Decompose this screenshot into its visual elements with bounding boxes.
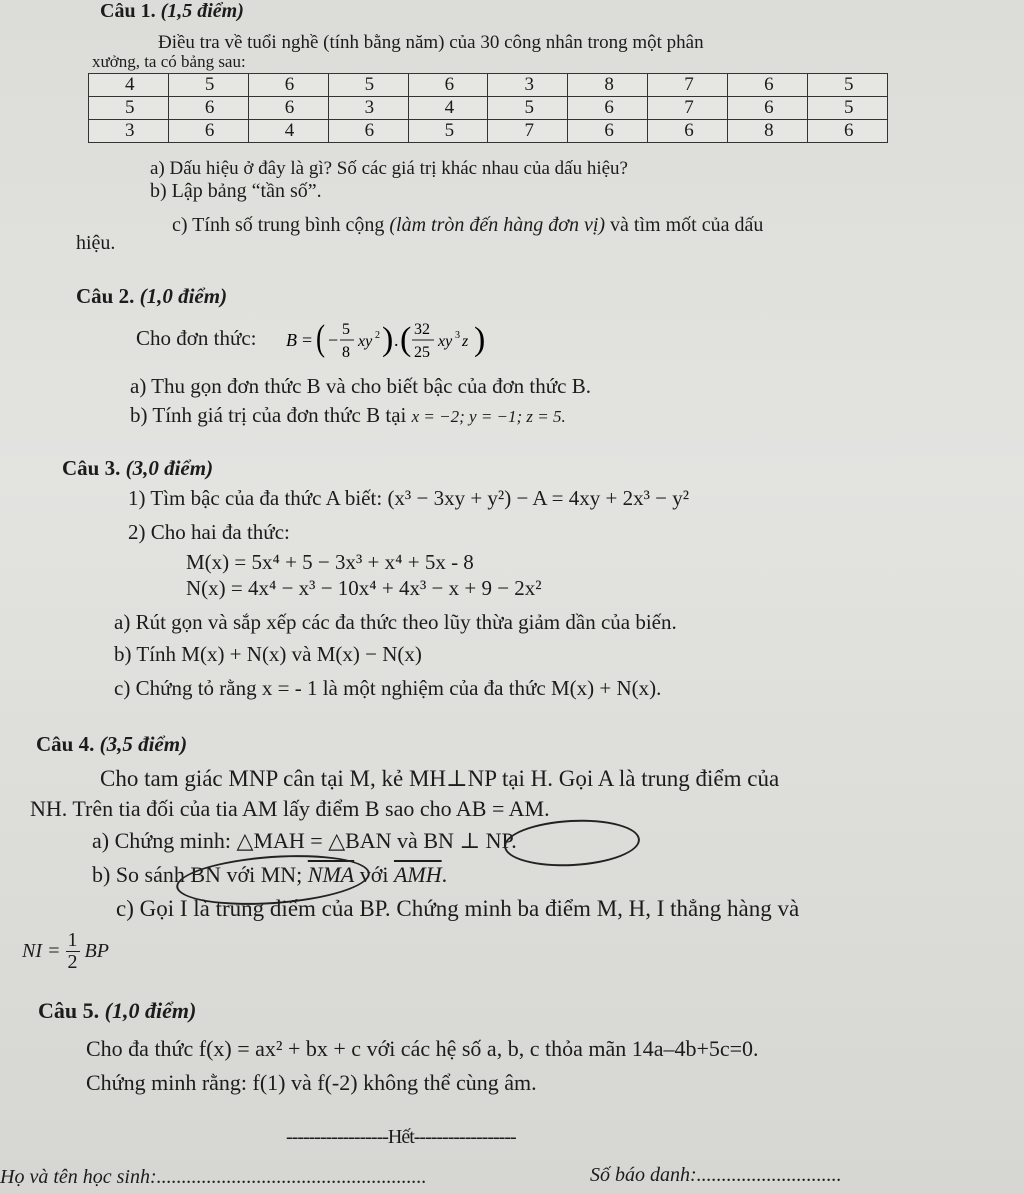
table-row bbox=[89, 97, 888, 120]
cau1-c-italic: (làm tròn đến hàng đơn vị) bbox=[389, 214, 606, 236]
svg-text:B: B bbox=[286, 330, 297, 350]
cau2-intro: Cho đơn thức: bbox=[136, 326, 257, 350]
table-cell: 5 bbox=[89, 97, 169, 120]
student-name-line: Họ và tên học sinh:...................................................... bbox=[0, 1166, 427, 1188]
cau1-score: (1,5 điểm) bbox=[160, 0, 244, 22]
polynomial-N: N(x) = 4x⁴ − x³ − 10x⁴ + 4x³ − x + 9 − 2x² bbox=[186, 576, 542, 600]
cau4-c-rhs: BP bbox=[84, 940, 109, 962]
cau1-part-b: b) Lập bảng “tần số”. bbox=[150, 180, 322, 202]
cau4-b-text: b) So sánh BN với MN; bbox=[92, 862, 303, 887]
svg-text:xy: xy bbox=[438, 333, 453, 350]
cau1-part-a: a) Dấu hiệu ở đây là gì? Số các giá trị khác nhau của dấu hiệu? bbox=[150, 158, 628, 179]
cau4-part-a: a) Chứng minh: △MAH = △BAN và BN ⊥ NP. bbox=[92, 828, 517, 853]
monomial-B-formula bbox=[286, 314, 516, 366]
table-cell: 7 bbox=[648, 74, 728, 97]
cau4-c-lhs: NI = bbox=[22, 940, 61, 962]
cau2-title: Câu 2. bbox=[76, 284, 135, 308]
svg-text:(: ( bbox=[316, 317, 326, 360]
cau4-heading bbox=[36, 732, 187, 756]
cau4-line1: Cho tam giác MNP cân tại M, kẻ MH⊥NP tại H. Gọi A là trung điểm của bbox=[100, 766, 780, 791]
table-cell: 5 bbox=[808, 97, 888, 120]
cau1-c-text1: c) Tính số trung bình cộng bbox=[172, 214, 385, 236]
table-cell: 4 bbox=[408, 97, 488, 120]
cau3-part-a: a) Rút gọn và sắp xếp các đa thức theo lũy thừa giảm dần của biến. bbox=[114, 610, 677, 634]
cau4-part-c: c) Gọi I là trung điểm của BP. Chứng minh ba điểm M, H, I thẳng hàng và bbox=[116, 896, 800, 921]
end-marker: ------------------Hết------------------ bbox=[286, 1126, 516, 1148]
svg-text:2: 2 bbox=[375, 330, 380, 341]
table-cell: 5 bbox=[168, 74, 248, 97]
table-cell: 6 bbox=[408, 74, 488, 97]
fraction-numerator: 1 bbox=[67, 929, 78, 951]
table-cell: 3 bbox=[89, 120, 169, 143]
table-cell: 6 bbox=[168, 97, 248, 120]
table-cell: 5 bbox=[408, 120, 488, 143]
cau4-c-formula bbox=[22, 930, 109, 973]
cau5-line1: Cho đa thức f(x) = ax² + bx + c với các hệ số a, b, c thỏa mãn 14a–4b+5c=0. bbox=[86, 1036, 759, 1061]
table-cell: 5 bbox=[808, 74, 888, 97]
table-cell: 6 bbox=[568, 120, 648, 143]
svg-text:3: 3 bbox=[455, 330, 460, 341]
svg-text:=: = bbox=[302, 330, 313, 350]
fraction-denominator: 2 bbox=[67, 951, 78, 973]
table-cell: 6 bbox=[248, 97, 328, 120]
svg-text:5: 5 bbox=[342, 321, 350, 338]
cau2-b-text: b) Tính giá trị của đơn thức B tại bbox=[130, 403, 407, 427]
table-row bbox=[89, 74, 888, 97]
cau2-score: (1,0 điểm) bbox=[139, 284, 228, 308]
table-row bbox=[89, 120, 888, 143]
cau4-score: (3,5 điểm) bbox=[99, 732, 188, 756]
pen-circle-mark bbox=[503, 816, 641, 869]
cau3-score: (3,0 điểm) bbox=[125, 456, 214, 480]
candidate-number-line: Số báo danh:............................. bbox=[590, 1164, 842, 1186]
table-cell: 5 bbox=[328, 74, 408, 97]
cau3-part1 bbox=[128, 486, 689, 510]
cau3-part-b: b) Tính M(x) + N(x) và M(x) − N(x) bbox=[114, 642, 422, 666]
svg-text:25: 25 bbox=[414, 344, 430, 361]
table-cell: 6 bbox=[248, 74, 328, 97]
cau3-p1-formula: (x³ − 3xy + y²) − A = 4xy + 2x³ − y² bbox=[387, 486, 690, 510]
cau3-title: Câu 3. bbox=[62, 456, 121, 480]
age-table bbox=[88, 73, 888, 143]
cau1-c-continued: hiệu. bbox=[76, 232, 116, 254]
cau4-line2: NH. Trên tia đối của tia AM lấy điểm B sao cho AB = AM. bbox=[30, 796, 550, 821]
cau5-score: (1,0 điểm) bbox=[104, 998, 197, 1023]
svg-text:z: z bbox=[462, 333, 469, 350]
cau1-c-text2: và tìm mốt của dấu bbox=[610, 214, 764, 236]
fraction-one-half bbox=[66, 930, 80, 973]
angle-AMH: $\overline{AMH}$ bbox=[393, 862, 442, 887]
table-cell: 8 bbox=[568, 74, 648, 97]
table-cell: 6 bbox=[808, 120, 888, 143]
table-cell: 3 bbox=[328, 97, 408, 120]
cau5-heading bbox=[38, 998, 196, 1023]
table-cell: 5 bbox=[488, 97, 568, 120]
table-cell: 6 bbox=[728, 74, 808, 97]
cau3-p1-text: 1) Tìm bậc của đa thức A biết: bbox=[128, 486, 383, 510]
cau1-heading bbox=[100, 0, 244, 23]
cau4-title: Câu 4. bbox=[36, 732, 95, 756]
svg-text:): ) bbox=[382, 321, 394, 358]
cau1-intro-line1: Điều tra về tuổi nghề (tính bằng năm) của 30 công nhân trong một phân bbox=[158, 32, 704, 53]
svg-text:xy: xy bbox=[358, 333, 373, 350]
table-cell: 8 bbox=[728, 120, 808, 143]
table-cell: 4 bbox=[89, 74, 169, 97]
angle-NMA: $\overline{NMA}$ bbox=[307, 862, 355, 887]
svg-text:.: . bbox=[394, 330, 399, 350]
cau3-part2: 2) Cho hai đa thức: bbox=[128, 520, 290, 544]
polynomial-M: M(x) = 5x⁴ + 5 − 3x³ + x⁴ + 5x - 8 bbox=[186, 550, 474, 574]
cau3-heading bbox=[62, 456, 213, 480]
cau2-part-a: a) Thu gọn đơn thức B và cho biết bậc của đơn thức B. bbox=[130, 374, 591, 398]
cau1-part-c bbox=[172, 214, 763, 237]
table-cell: 4 bbox=[248, 120, 328, 143]
svg-text:8: 8 bbox=[342, 344, 350, 361]
cau2-part-b bbox=[130, 403, 566, 427]
table-cell: 7 bbox=[648, 97, 728, 120]
cau1-title: Câu 1. bbox=[100, 0, 156, 22]
cau5-line2: Chứng minh rằng: f(1) và f(-2) không thể cùng âm. bbox=[86, 1070, 537, 1095]
cau3-part-c: c) Chứng tỏ rằng x = - 1 là một nghiệm của đa thức M(x) + N(x). bbox=[114, 676, 662, 700]
table-cell: 6 bbox=[568, 97, 648, 120]
svg-text:−: − bbox=[328, 330, 339, 350]
table-cell: 6 bbox=[648, 120, 728, 143]
cau2-heading bbox=[76, 284, 227, 308]
table-cell: 6 bbox=[328, 120, 408, 143]
table-cell: 6 bbox=[728, 97, 808, 120]
table-cell: 6 bbox=[168, 120, 248, 143]
svg-text:): ) bbox=[474, 321, 486, 358]
svg-text:32: 32 bbox=[414, 321, 430, 338]
cau4-b-end: . bbox=[441, 862, 448, 887]
cau4-b-with: với bbox=[359, 862, 389, 887]
table-cell: 7 bbox=[488, 120, 568, 143]
table-cell: 3 bbox=[488, 74, 568, 97]
cau2-b-values: x = −2; y = −1; z = 5. bbox=[411, 407, 566, 426]
cau2-formula bbox=[286, 314, 516, 371]
cau1-intro-line2: xưởng, ta có bảng sau: bbox=[92, 52, 246, 71]
svg-text:(: ( bbox=[400, 321, 412, 358]
cau5-title: Câu 5. bbox=[38, 998, 100, 1023]
